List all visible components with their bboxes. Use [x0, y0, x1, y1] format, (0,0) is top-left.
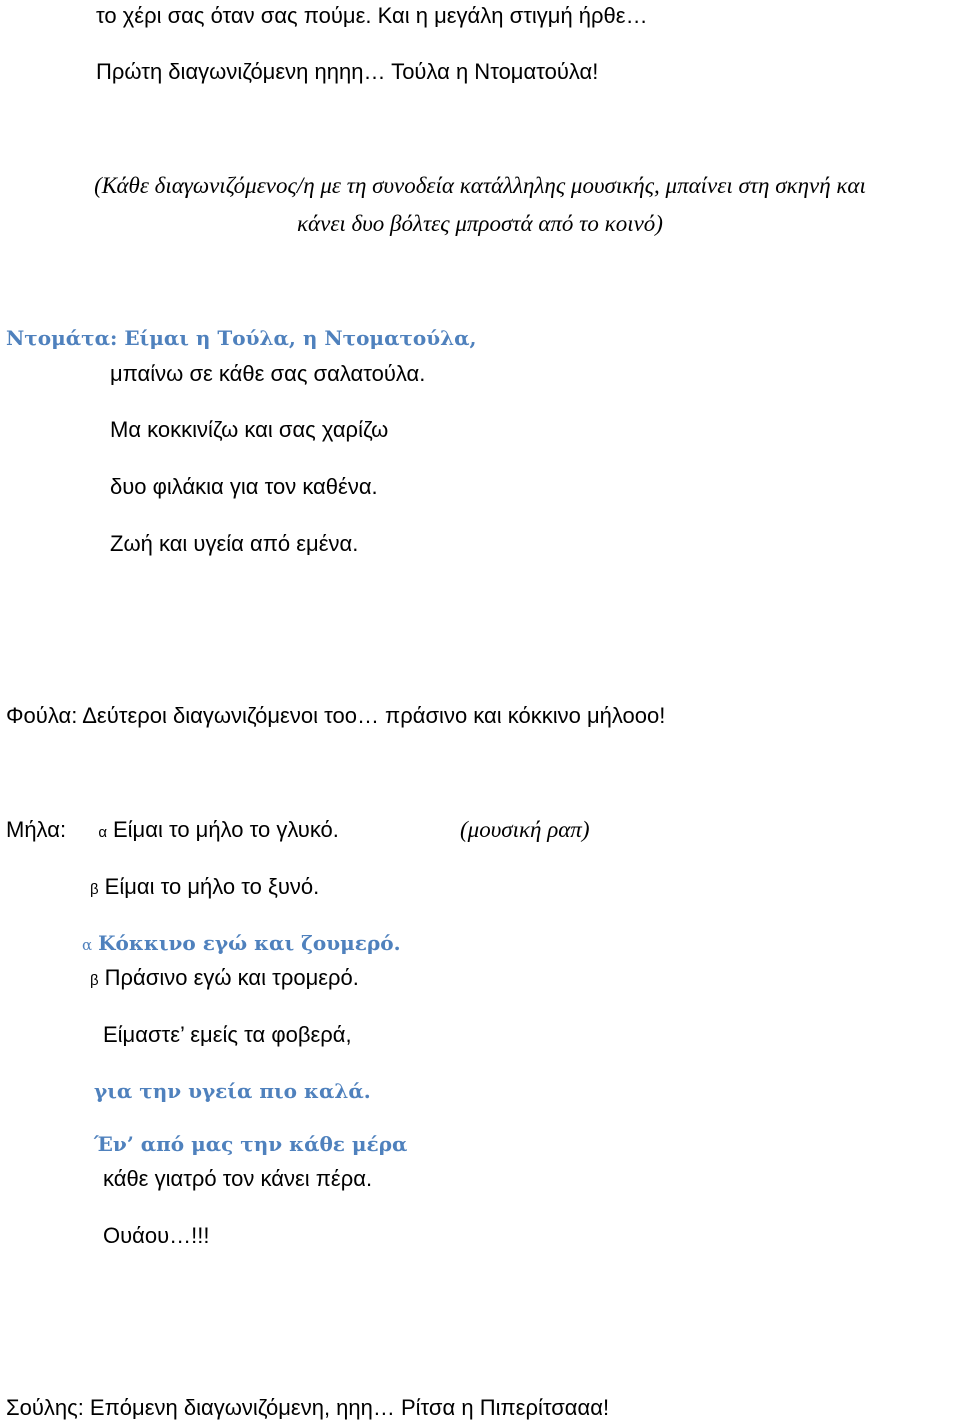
text-line-1: το χέρι σας όταν σας πούμε. Και η μεγάλη στιγμή ήρθε… [96, 3, 648, 28]
apple-verse-4-line [90, 964, 359, 995]
tomato-verse-3: Μα κοκκινίζω και σας χαρίζω [110, 417, 389, 442]
stage-direction-line-2: κάνει δυο βόλτες μπροστά από το κοινό) [297, 211, 663, 236]
mark-alpha: α [98, 824, 107, 841]
apple-verse-3-line [82, 929, 401, 959]
speaker-apples: Μήλα: [6, 817, 67, 842]
mark-beta: β [90, 881, 99, 898]
apple-verse-4: Πράσινο εγώ και τρομερό. [104, 965, 359, 990]
music-note: (μουσική ραπ) [460, 817, 590, 842]
tomato-verse-2: μπαίνω σε κάθε σας σαλατούλα. [110, 361, 426, 386]
mark-beta-2: β [90, 972, 99, 989]
foula-line: Φούλα: Δεύτεροι διαγωνιζόμενοι τοο… πράσινο και κόκκινο μήλοοο! [6, 703, 666, 728]
apple-first-line [6, 816, 339, 847]
apple-verse-2-line [90, 873, 319, 904]
apple-verse-6: για την υγεία πιο καλά. [94, 1079, 371, 1103]
apple-verse-2: Είμαι το μήλο το ξυνό. [104, 874, 320, 899]
apple-verse-8: κάθε γιατρό τον κάνει πέρα. [103, 1166, 373, 1191]
mark-alpha-2: α [82, 936, 93, 954]
tomato-verse-1: Είμαι η Τούλα, η Ντοματούλα, [124, 326, 477, 350]
stage-direction-line-1: (Κάθε διαγωνιζόμενος/η με τη συνοδεία κατάλληλης μουσικής, μπαίνει στη σκηνή και [94, 173, 866, 198]
apple-verse-1: Είμαι το μήλο το γλυκό. [112, 817, 339, 842]
speaker-tomato: Ντομάτα: [6, 326, 118, 350]
tomato-heading-line [6, 324, 477, 352]
soulis-line: Σούλης: Επόμενη διαγωνιζόμενη, ηηη… Ρίτσα η Πιπερίτσααα! [6, 1395, 610, 1420]
apple-verse-9: Ουάου…!!! [103, 1223, 210, 1248]
apple-verse-3: Κόκκινο εγώ και ζουμερό. [98, 931, 401, 955]
tomato-verse-5: Ζωή και υγεία από εμένα. [110, 531, 359, 556]
apple-verse-7: Έν’ από μας την κάθε μέρα [94, 1132, 408, 1156]
tomato-verse-4: δυο φιλάκια για τον καθένα. [110, 474, 378, 499]
apple-verse-5: Είμαστε’ εμείς τα φοβερά, [103, 1022, 352, 1047]
text-line-2: Πρώτη διαγωνιζόμενη ηηηη… Τούλα η Ντοματούλα! [96, 59, 599, 84]
